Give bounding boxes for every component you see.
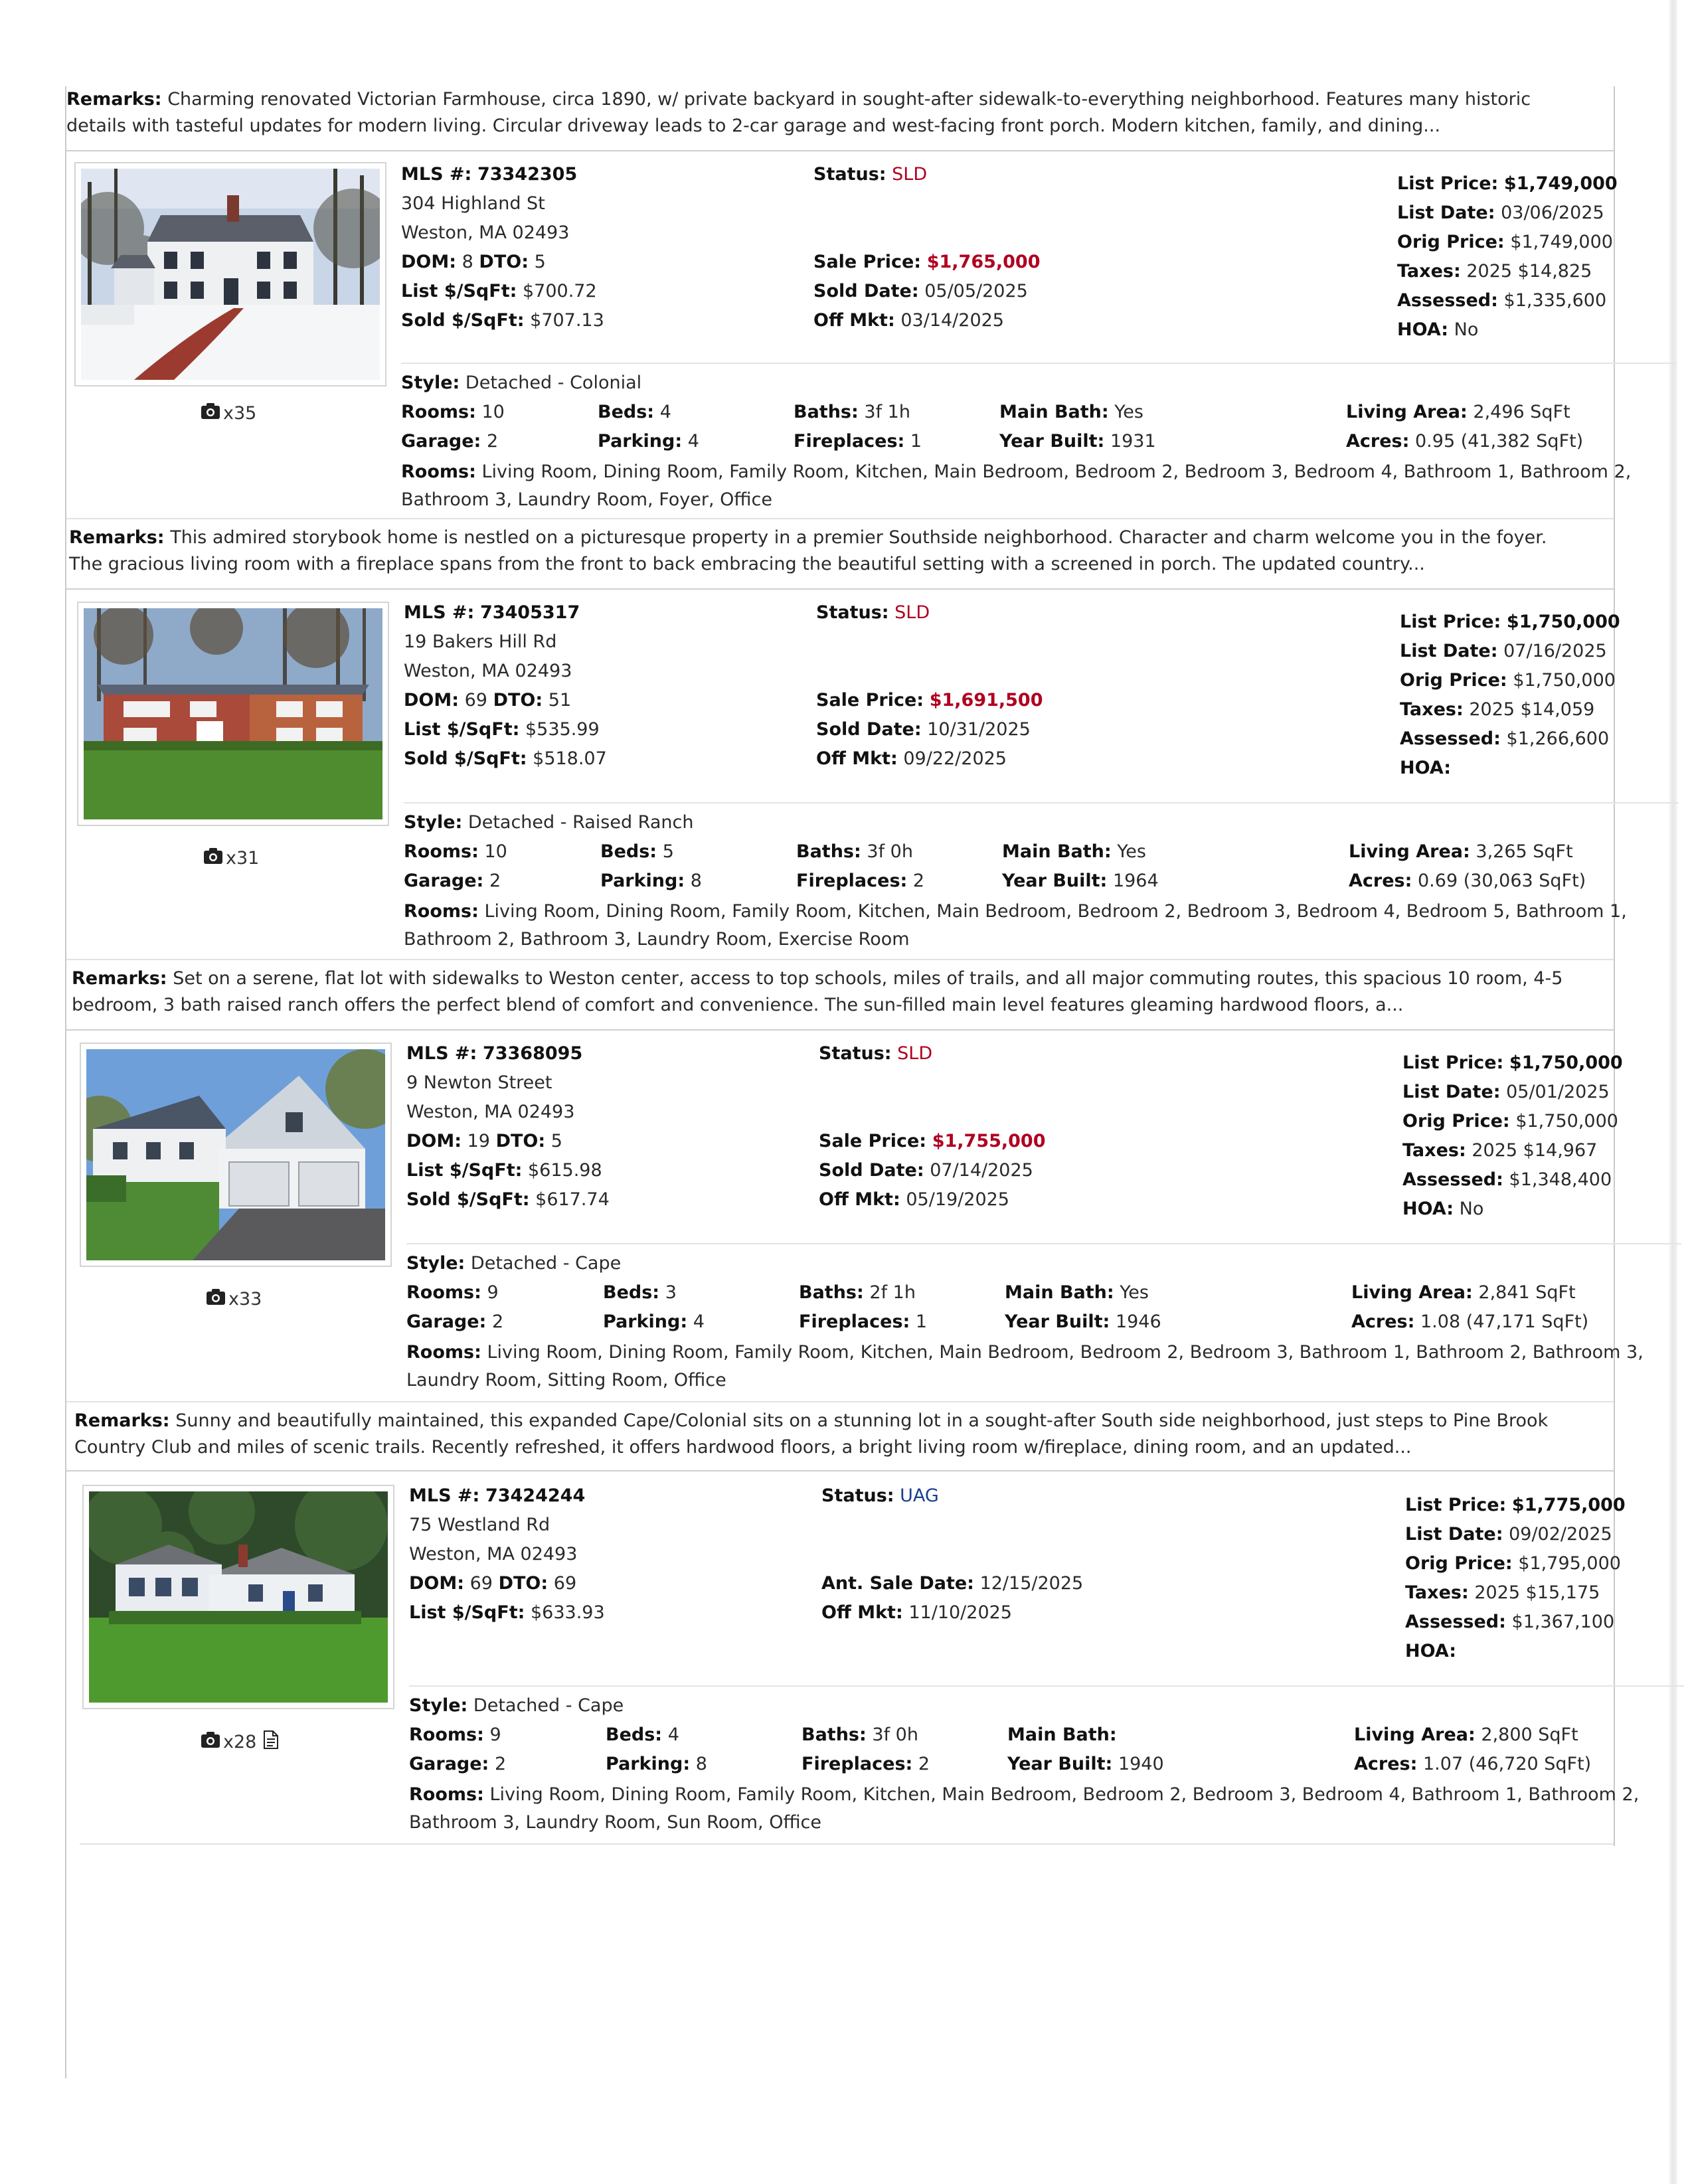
divider [80, 1843, 1614, 1845]
divider [66, 588, 1614, 590]
dom-dto: DOM: 69 DTO: 69 [409, 1573, 577, 1594]
listing-photo[interactable] [86, 1049, 385, 1260]
status: Status: UAG [821, 1485, 939, 1506]
divider [66, 1470, 1614, 1471]
rooms-list: Rooms: Living Room, Dining Room, Family Room, Kitchen, Main Bedroom, Bedroom 2, Bedroom 3, Bedroom 4, Bathroom 1, Bathroom 2, Bathroom 3, Laundry Room, Foyer, Office [401, 462, 1632, 510]
list-date: List Date: 07/16/2025 [1400, 641, 1607, 661]
listing-remarks: Remarks: Sunny and beautifully maintained, this expanded Cape/Colonial sits on a stunning lot in a sought-after South side neighborhood, just steps to Pine Brook Country Club and miles of scenic trails. Recently refreshed, it offers hardwood floors, a bright living room w/fireplace, dining room, and an updated... [74, 1410, 1549, 1458]
sale-price: Sale Price: $1,755,000 [819, 1131, 1046, 1151]
listing-card [80, 1043, 1660, 1401]
photo-count[interactable] [201, 402, 256, 424]
assessed-value: Assessed: $1,367,100 [1405, 1612, 1615, 1632]
divider [66, 518, 1614, 519]
year-built: Year Built: 1946 [1005, 1311, 1161, 1332]
camera-icon [203, 847, 223, 869]
camera-icon [201, 1731, 220, 1753]
living-area: Living Area: 2,496 SqFt [1346, 402, 1570, 422]
list-price-per-sqft: List $/SqFt: $615.98 [406, 1160, 602, 1181]
baths: Baths: 2f 1h [799, 1282, 916, 1303]
sale-price: Sale Price: $1,691,500 [816, 690, 1043, 711]
status-badge: UAG [900, 1485, 939, 1506]
rooms-count: Rooms: 10 [401, 402, 505, 422]
address-line1: 19 Bakers Hill Rd [404, 631, 557, 652]
parking: Parking: 8 [606, 1754, 707, 1774]
living-area: Living Area: 2,800 SqFt [1354, 1724, 1578, 1745]
list-price-per-sqft: List $/SqFt: $535.99 [404, 719, 600, 740]
scan-edge [1668, 0, 1677, 2184]
status: Status: SLD [816, 602, 930, 623]
address-line1: 75 Westland Rd [409, 1515, 550, 1535]
dom-dto: DOM: 19 DTO: 5 [406, 1131, 562, 1151]
house-photo-raised-ranch [84, 608, 382, 819]
sold-price-per-sqft: Sold $/SqFt: $518.07 [404, 748, 607, 769]
sale-price: Sale Price: $1,765,000 [813, 252, 1041, 272]
rooms-count: Rooms: 9 [406, 1282, 499, 1303]
photo-count-text: x33 [228, 1289, 262, 1309]
listing-photo[interactable] [81, 169, 380, 380]
house-photo-colonial [81, 169, 380, 380]
photo-count-text: x28 [223, 1732, 257, 1752]
listing-remarks: Remarks: Set on a serene, flat lot with sidewalks to Weston center, access to top schools, miles of trails, and all major commuting routes, this spacious 10 room, 4-5 bedroom, 3 bath raised ranch offers the perfect blend of comfort and convenience. The sun-filled main level features gleaming hardwood floors, a... [72, 968, 1563, 1015]
divider [66, 150, 1614, 151]
camera-icon [206, 1288, 226, 1310]
mls-number[interactable]: MLS #: 73342305 [401, 164, 578, 185]
hoa: HOA: [1405, 1641, 1457, 1661]
list-date: List Date: 09/02/2025 [1405, 1524, 1612, 1545]
original-price: Orig Price: $1,749,000 [1397, 232, 1613, 252]
listing-photo-frame[interactable] [74, 162, 386, 386]
rooms-count: Rooms: 9 [409, 1724, 501, 1745]
house-photo-cape [86, 1049, 385, 1260]
listing-card [82, 1485, 1663, 1843]
photo-count-text: x31 [226, 848, 260, 869]
off-market-date: Off Mkt: 09/22/2025 [816, 748, 1007, 769]
parking: Parking: 4 [598, 431, 699, 452]
garage: Garage: 2 [404, 871, 501, 891]
listing-photo-frame[interactable] [82, 1485, 394, 1709]
garage: Garage: 2 [409, 1754, 507, 1774]
taxes: Taxes: 2025 $14,967 [1402, 1140, 1598, 1161]
fireplaces: Fireplaces: 2 [801, 1754, 930, 1774]
style: Style: Detached - Cape [409, 1695, 624, 1716]
sold-price-per-sqft: Sold $/SqFt: $707.13 [401, 310, 604, 331]
mls-number[interactable]: MLS #: 73424244 [409, 1485, 586, 1506]
main-bath: Main Bath: [1007, 1724, 1117, 1745]
list-price: List Price: $1,749,000 [1397, 173, 1618, 194]
sold-price-per-sqft: Sold $/SqFt: $617.74 [406, 1189, 610, 1210]
address-line1: 9 Newton Street [406, 1072, 552, 1093]
off-market-date: Off Mkt: 05/19/2025 [819, 1189, 1009, 1210]
listing-photo-frame[interactable] [80, 1043, 392, 1267]
fireplaces: Fireplaces: 1 [799, 1311, 928, 1332]
hoa: HOA: No [1397, 319, 1479, 340]
fireplaces: Fireplaces: 1 [794, 431, 922, 452]
listing-photo-frame[interactable] [77, 602, 389, 826]
camera-icon [201, 402, 220, 424]
parking: Parking: 4 [603, 1311, 705, 1332]
remarks-label: Remarks: [66, 89, 162, 110]
main-bath: Main Bath: Yes [1005, 1282, 1149, 1303]
taxes: Taxes: 2025 $14,825 [1397, 261, 1592, 282]
status-badge: SLD [892, 164, 928, 185]
sold-date: Sold Date: 05/05/2025 [813, 281, 1028, 301]
beds: Beds: 3 [603, 1282, 677, 1303]
photo-count[interactable] [206, 1288, 262, 1310]
taxes: Taxes: 2025 $15,175 [1405, 1582, 1600, 1603]
list-price: List Price: $1,750,000 [1402, 1052, 1623, 1073]
listing-card [77, 602, 1657, 960]
year-built: Year Built: 1931 [999, 431, 1156, 452]
main-bath: Main Bath: Yes [1002, 841, 1146, 862]
hoa: HOA: [1400, 758, 1452, 778]
dom-dto: DOM: 69 DTO: 51 [404, 690, 572, 711]
beds: Beds: 5 [600, 841, 674, 862]
details-divider [401, 363, 1676, 364]
rooms-count: Rooms: 10 [404, 841, 507, 862]
baths: Baths: 3f 0h [801, 1724, 918, 1745]
style: Style: Detached - Raised Ranch [404, 812, 694, 833]
taxes: Taxes: 2025 $14,059 [1400, 699, 1595, 720]
listing-photo[interactable] [84, 608, 382, 819]
document-icon[interactable] [263, 1730, 279, 1754]
anticipated-sale-date: Ant. Sale Date: 12/15/2025 [821, 1573, 1084, 1594]
acres: Acres: 1.07 (46,720 SqFt) [1354, 1754, 1592, 1774]
list-price: List Price: $1,750,000 [1400, 612, 1620, 632]
divider [66, 1401, 1614, 1402]
status-badge: SLD [897, 1043, 933, 1064]
address-line2: Weston, MA 02493 [409, 1544, 578, 1564]
garage: Garage: 2 [406, 1311, 504, 1332]
year-built: Year Built: 1940 [1007, 1754, 1164, 1774]
dom-dto: DOM: 8 DTO: 5 [401, 252, 546, 272]
mls-number[interactable]: MLS #: 73405317 [404, 602, 580, 623]
rooms-list: Rooms: Living Room, Dining Room, Family Room, Kitchen, Main Bedroom, Bedroom 2, Bedroom 3, Bedroom 4, Bedroom 5, Bathroom 1, Bathroom 2, Bathroom 3, Laundry Room, Exercise Room [404, 901, 1627, 950]
list-price: List Price: $1,775,000 [1405, 1495, 1626, 1515]
assessed-value: Assessed: $1,266,600 [1400, 728, 1610, 749]
mls-number[interactable]: MLS #: 73368095 [406, 1043, 583, 1064]
house-photo-cape-westland [89, 1491, 388, 1703]
photo-count[interactable] [203, 847, 259, 869]
acres: Acres: 1.08 (47,171 SqFt) [1351, 1311, 1589, 1332]
acres: Acres: 0.69 (30,063 SqFt) [1349, 871, 1586, 891]
sold-date: Sold Date: 07/14/2025 [819, 1160, 1033, 1181]
listing-remarks: Remarks: This admired storybook home is nestled on a picturesque property in a premier Southside neighborhood. Character and charm welcome you in the foyer. The gracious living room with a fireplace spans from the front to back embracing the beautiful setting with a screened in porch. The updated country... [69, 527, 1547, 574]
main-bath: Main Bath: Yes [999, 402, 1143, 422]
listing-card [74, 162, 1655, 521]
address-line2: Weston, MA 02493 [404, 661, 572, 681]
address-line2: Weston, MA 02493 [406, 1102, 575, 1122]
divider [66, 959, 1614, 960]
sold-date: Sold Date: 10/31/2025 [816, 719, 1031, 740]
remarks-text: Charming renovated Victorian Farmhouse, circa 1890, w/ private backyard in sought-after sidewalk-to-everything neighborhood. Features many historic details with tasteful updates for modern living. Circular driveway leads to 2-car garage and west-facing front porch. Modern kitchen, family, and dining... [66, 89, 1531, 136]
status-badge: SLD [894, 602, 930, 623]
acres: Acres: 0.95 (41,382 SqFt) [1346, 431, 1584, 452]
parking: Parking: 8 [600, 871, 702, 891]
list-price-per-sqft: List $/SqFt: $700.72 [401, 281, 597, 301]
status: Status: SLD [819, 1043, 933, 1064]
original-price: Orig Price: $1,795,000 [1405, 1553, 1621, 1574]
left-border [65, 86, 66, 2078]
style: Style: Detached - Colonial [401, 373, 642, 393]
address-line1: 304 Highland St [401, 193, 545, 214]
photo-count-text: x35 [223, 403, 257, 424]
beds: Beds: 4 [598, 402, 671, 422]
top-remarks [66, 86, 1560, 139]
hoa: HOA: No [1402, 1199, 1484, 1219]
beds: Beds: 4 [606, 1724, 679, 1745]
rooms-list: Rooms: Living Room, Dining Room, Family Room, Kitchen, Main Bedroom, Bedroom 2, Bedroom 3, Bathroom 1, Bathroom 2, Bathroom 3, Laundry Room, Sitting Room, Office [406, 1342, 1644, 1390]
photo-count[interactable] [201, 1730, 279, 1754]
details-divider [404, 802, 1679, 803]
original-price: Orig Price: $1,750,000 [1402, 1111, 1618, 1132]
assessed-value: Assessed: $1,335,600 [1397, 290, 1607, 311]
details-divider [409, 1685, 1684, 1687]
assessed-value: Assessed: $1,348,400 [1402, 1169, 1612, 1190]
off-market-date: Off Mkt: 03/14/2025 [813, 310, 1004, 331]
living-area: Living Area: 3,265 SqFt [1349, 841, 1573, 862]
details-divider [406, 1243, 1681, 1244]
status: Status: SLD [813, 164, 928, 185]
baths: Baths: 3f 0h [796, 841, 913, 862]
living-area: Living Area: 2,841 SqFt [1351, 1282, 1576, 1303]
style: Style: Detached - Cape [406, 1253, 622, 1274]
list-price-per-sqft: List $/SqFt: $633.93 [409, 1602, 605, 1623]
address-line2: Weston, MA 02493 [401, 222, 570, 243]
baths: Baths: 3f 1h [794, 402, 910, 422]
garage: Garage: 2 [401, 431, 499, 452]
off-market-date: Off Mkt: 11/10/2025 [821, 1602, 1012, 1623]
list-date: List Date: 05/01/2025 [1402, 1082, 1610, 1102]
divider [66, 1029, 1614, 1031]
list-date: List Date: 03/06/2025 [1397, 203, 1604, 223]
listing-photo[interactable] [89, 1491, 388, 1703]
original-price: Orig Price: $1,750,000 [1400, 670, 1616, 691]
year-built: Year Built: 1964 [1002, 871, 1159, 891]
rooms-list: Rooms: Living Room, Dining Room, Family Room, Kitchen, Main Bedroom, Bedroom 2, Bedroom 3, Bedroom 4, Bathroom 1, Bathroom 2, Bathroom 3, Laundry Room, Sun Room, Office [409, 1784, 1640, 1833]
fireplaces: Fireplaces: 2 [796, 871, 925, 891]
